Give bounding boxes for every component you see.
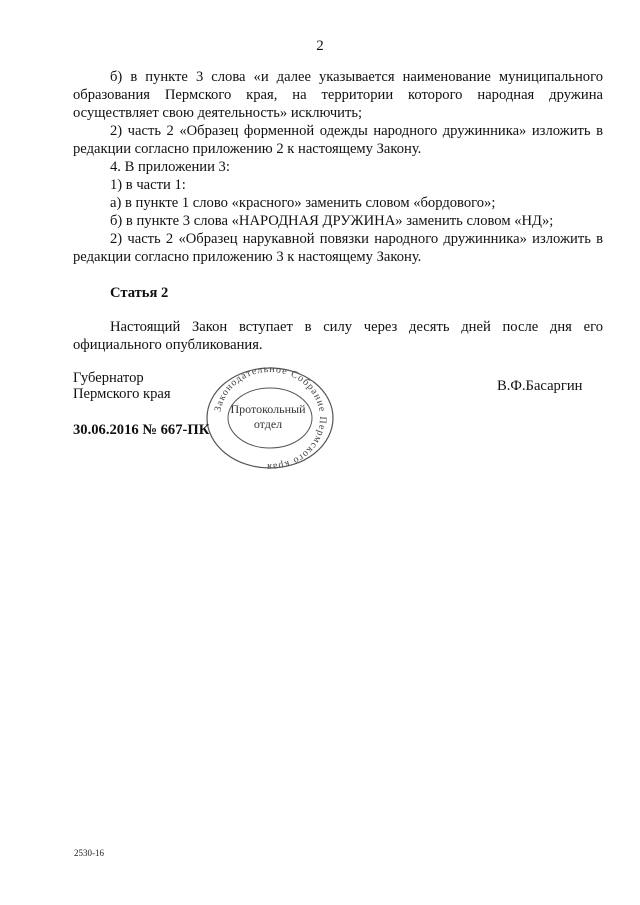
signature-title-line1: Губернатор	[73, 370, 144, 386]
paragraph-4: 1) в части 1:	[110, 177, 186, 193]
stamp-outer-text: Законодательное Собрание Пермского края	[212, 364, 329, 472]
signature-title-line2: Пермского края	[73, 386, 171, 402]
page-number: 2	[316, 38, 324, 54]
stamp-inner-line2: отдел	[253, 417, 283, 431]
document-body	[73, 68, 603, 354]
paragraph-7: 2) часть 2 «Образец нарукавной повязки народного дружинника» изложить в редакции согласно приложению 3 к настоящему Закону.	[73, 231, 603, 265]
stamp-inner-text	[226, 402, 310, 432]
signature-name: В.Ф.Басаргин	[497, 378, 583, 394]
footer-code: 2530-16	[74, 848, 104, 858]
signature-title	[73, 370, 171, 402]
paragraph-1: б) в пункте 3 слова «и далее указывается наименование муниципального образования Пермского края, на территории которого народная дружина осуществляет свою деятельность» исключить;	[73, 69, 603, 121]
paragraph-5: а) в пункте 1 слово «красного» заменить словом «бордового»;	[110, 195, 496, 211]
date-and-number: 30.06.2016 № 667-ПК	[73, 422, 210, 438]
paragraph-2: 2) часть 2 «Образец форменной одежды народного дружинника» изложить в редакции согласно приложению 2 к настоящему Закону.	[73, 123, 603, 157]
article-text: Настоящий Закон вступает в силу через десять дней после дня его официального опубликования.	[73, 319, 603, 353]
article-title: Статья 2	[110, 285, 169, 301]
paragraph-6: б) в пункте 3 слова «НАРОДНАЯ ДРУЖИНА» заменить словом «НД»;	[110, 213, 554, 229]
paragraph-3: 4. В приложении 3:	[110, 159, 230, 175]
stamp-inner-line1: Протокольный	[230, 402, 306, 416]
